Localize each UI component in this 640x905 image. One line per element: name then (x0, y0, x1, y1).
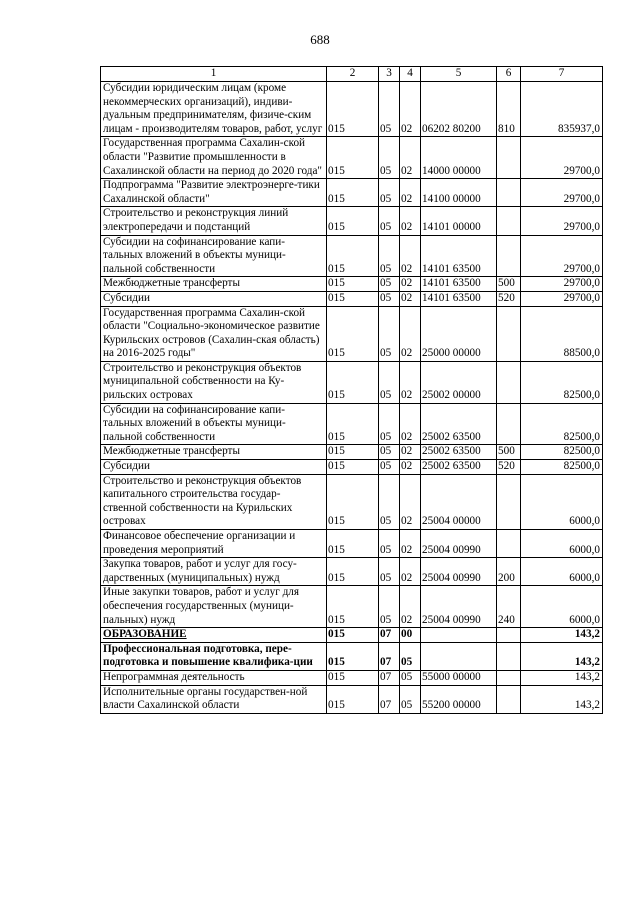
column-header: 1 (101, 67, 327, 82)
row-target-article-code: 25004 00990 (421, 586, 497, 628)
table-row (101, 137, 603, 179)
row-expense-type-code (497, 628, 521, 643)
row-amount: 143,2 (521, 670, 603, 685)
table-row (101, 558, 603, 586)
row-target-article-code: 55200 00000 (421, 685, 497, 713)
row-section-code: 05 (379, 445, 400, 460)
row-target-article-code: 25004 00990 (421, 558, 497, 586)
column-header: 4 (400, 67, 421, 82)
row-subsection-code: 02 (400, 460, 421, 475)
row-subsection-code: 02 (400, 445, 421, 460)
row-target-article-code: 14101 63500 (421, 277, 497, 292)
row-ministry-code: 015 (327, 179, 379, 207)
row-subsection-code: 02 (400, 474, 421, 529)
row-amount: 6000,0 (521, 558, 603, 586)
row-name: Строительство и реконструкция объектов муниципальной собственности на Ку-рильских островах (101, 361, 327, 403)
row-name: Строительство и реконструкция объектов капитального строительства государ-ственной собственности на Курильских островах (101, 474, 327, 529)
row-name: Государственная программа Сахалин-ской области "Развитие промышленности в Сахалинской области на период до 2020 года" (101, 137, 327, 179)
row-ministry-code: 015 (327, 460, 379, 475)
table-row (101, 628, 603, 643)
row-amount: 143,2 (521, 685, 603, 713)
row-amount: 143,2 (521, 628, 603, 643)
row-subsection-code: 02 (400, 82, 421, 137)
column-header: 2 (327, 67, 379, 82)
row-subsection-code: 02 (400, 558, 421, 586)
row-name: Подпрограмма "Развитие электроэнерге-тики Сахалинской области" (101, 179, 327, 207)
row-expense-type-code: 810 (497, 82, 521, 137)
row-ministry-code: 015 (327, 403, 379, 445)
table-row (101, 306, 603, 361)
row-name: ОБРАЗОВАНИЕ (101, 628, 327, 643)
row-ministry-code: 015 (327, 474, 379, 529)
row-target-article-code: 06202 80200 (421, 82, 497, 137)
row-name: Строительство и реконструкция линий электропередачи и подстанций (101, 207, 327, 235)
row-name: Межбюджетные трансферты (101, 277, 327, 292)
row-target-article-code: 25002 00000 (421, 361, 497, 403)
table-row (101, 207, 603, 235)
row-target-article-code: 25002 63500 (421, 460, 497, 475)
row-expense-type-code: 500 (497, 445, 521, 460)
row-amount: 6000,0 (521, 474, 603, 529)
row-expense-type-code (497, 685, 521, 713)
row-ministry-code: 015 (327, 361, 379, 403)
row-amount: 29700,0 (521, 179, 603, 207)
table-row (101, 460, 603, 475)
row-ministry-code: 015 (327, 277, 379, 292)
row-expense-type-code (497, 530, 521, 558)
table-row (101, 474, 603, 529)
table-row (101, 642, 603, 670)
row-name: Непрограммная деятельность (101, 670, 327, 685)
table-row (101, 361, 603, 403)
row-ministry-code: 015 (327, 685, 379, 713)
table-row (101, 445, 603, 460)
row-name: Государственная программа Сахалин-ской области "Социально-экономическое развитие Курильских островов (Сахалин-ская область) на 2016-2025 годы" (101, 306, 327, 361)
row-subsection-code: 02 (400, 403, 421, 445)
row-section-code: 07 (379, 628, 400, 643)
row-ministry-code: 015 (327, 445, 379, 460)
row-amount: 29700,0 (521, 137, 603, 179)
budget-table (100, 66, 603, 714)
row-section-code: 05 (379, 530, 400, 558)
row-ministry-code: 015 (327, 207, 379, 235)
row-name: Профессиональная подготовка, пере-подготовка и повышение квалифика-ции (101, 642, 327, 670)
row-expense-type-code (497, 642, 521, 670)
row-amount: 82500,0 (521, 445, 603, 460)
row-expense-type-code: 520 (497, 291, 521, 306)
row-target-article-code: 14000 00000 (421, 137, 497, 179)
row-target-article-code: 14100 00000 (421, 179, 497, 207)
row-subsection-code: 05 (400, 670, 421, 685)
row-amount: 6000,0 (521, 586, 603, 628)
row-subsection-code: 02 (400, 586, 421, 628)
row-ministry-code: 015 (327, 235, 379, 277)
row-expense-type-code (497, 235, 521, 277)
table-row (101, 277, 603, 292)
row-expense-type-code (497, 179, 521, 207)
row-target-article-code (421, 642, 497, 670)
table-row (101, 685, 603, 713)
row-expense-type-code (497, 207, 521, 235)
row-target-article-code: 25004 00990 (421, 530, 497, 558)
row-ministry-code: 015 (327, 558, 379, 586)
row-target-article-code (421, 628, 497, 643)
row-expense-type-code (497, 403, 521, 445)
row-ministry-code: 015 (327, 137, 379, 179)
row-amount: 82500,0 (521, 361, 603, 403)
row-amount: 29700,0 (521, 277, 603, 292)
row-subsection-code: 02 (400, 530, 421, 558)
row-section-code: 05 (379, 179, 400, 207)
row-target-article-code: 55000 00000 (421, 670, 497, 685)
row-section-code: 05 (379, 474, 400, 529)
row-expense-type-code: 200 (497, 558, 521, 586)
row-target-article-code: 25000 00000 (421, 306, 497, 361)
row-subsection-code: 02 (400, 306, 421, 361)
table-row (101, 82, 603, 137)
table-row (101, 586, 603, 628)
row-section-code: 05 (379, 586, 400, 628)
row-subsection-code: 05 (400, 642, 421, 670)
row-name: Субсидии юридическим лицам (кроме некоммерческих организаций), индиви-дуальным предпринимателям, физиче-ским лицам - производителям товаров, работ, услуг (101, 82, 327, 137)
row-subsection-code: 02 (400, 207, 421, 235)
row-name: Субсидии на софинансирование капи-тальных вложений в объекты муници-пальной собственности (101, 403, 327, 445)
row-section-code: 05 (379, 277, 400, 292)
row-ministry-code: 015 (327, 670, 379, 685)
table-header-row (101, 67, 603, 82)
row-ministry-code: 015 (327, 306, 379, 361)
row-section-code: 05 (379, 137, 400, 179)
row-subsection-code: 00 (400, 628, 421, 643)
row-subsection-code: 02 (400, 291, 421, 306)
row-name: Субсидии (101, 291, 327, 306)
row-section-code: 07 (379, 670, 400, 685)
row-subsection-code: 02 (400, 235, 421, 277)
column-header: 3 (379, 67, 400, 82)
row-amount: 82500,0 (521, 403, 603, 445)
table-row (101, 530, 603, 558)
table-row (101, 291, 603, 306)
row-expense-type-code (497, 474, 521, 529)
row-name: Субсидии на софинансирование капи-тальных вложений в объекты муници-пальной собственности (101, 235, 327, 277)
row-target-article-code: 14101 00000 (421, 207, 497, 235)
row-target-article-code: 14101 63500 (421, 235, 497, 277)
row-amount: 29700,0 (521, 291, 603, 306)
row-ministry-code: 015 (327, 291, 379, 306)
row-section-code: 05 (379, 235, 400, 277)
row-section-code: 05 (379, 207, 400, 235)
row-name: Закупка товаров, работ и услуг для госу-дарственных (муниципальных) нужд (101, 558, 327, 586)
row-ministry-code: 015 (327, 82, 379, 137)
row-amount: 835937,0 (521, 82, 603, 137)
row-section-code: 05 (379, 291, 400, 306)
row-expense-type-code: 500 (497, 277, 521, 292)
row-target-article-code: 14101 63500 (421, 291, 497, 306)
row-amount: 29700,0 (521, 207, 603, 235)
row-subsection-code: 02 (400, 277, 421, 292)
row-name: Финансовое обеспечение организации и проведения мероприятий (101, 530, 327, 558)
table-row (101, 670, 603, 685)
row-subsection-code: 02 (400, 179, 421, 207)
row-section-code: 05 (379, 361, 400, 403)
table-row (101, 179, 603, 207)
row-name: Исполнительные органы государствен-ной власти Сахалинской области (101, 685, 327, 713)
row-amount: 82500,0 (521, 460, 603, 475)
row-section-code: 05 (379, 460, 400, 475)
row-section-code: 05 (379, 558, 400, 586)
row-section-code: 07 (379, 685, 400, 713)
row-amount: 143,2 (521, 642, 603, 670)
row-expense-type-code (497, 306, 521, 361)
row-section-code: 05 (379, 403, 400, 445)
row-name: Субсидии (101, 460, 327, 475)
row-subsection-code: 02 (400, 361, 421, 403)
row-ministry-code: 015 (327, 530, 379, 558)
column-header: 6 (497, 67, 521, 82)
row-amount: 29700,0 (521, 235, 603, 277)
table-row (101, 403, 603, 445)
row-amount: 6000,0 (521, 530, 603, 558)
row-amount: 88500,0 (521, 306, 603, 361)
row-target-article-code: 25004 00000 (421, 474, 497, 529)
row-section-code: 05 (379, 306, 400, 361)
row-name: Межбюджетные трансферты (101, 445, 327, 460)
row-expense-type-code (497, 361, 521, 403)
row-section-code: 07 (379, 642, 400, 670)
row-expense-type-code (497, 670, 521, 685)
page-number: 688 (310, 32, 330, 47)
row-ministry-code: 015 (327, 628, 379, 643)
table-row (101, 235, 603, 277)
row-target-article-code: 25002 63500 (421, 403, 497, 445)
row-target-article-code: 25002 63500 (421, 445, 497, 460)
row-ministry-code: 015 (327, 586, 379, 628)
row-name: Иные закупки товаров, работ и услуг для обеспечения государственных (муници-пальных) нужд (101, 586, 327, 628)
row-expense-type-code: 520 (497, 460, 521, 475)
row-expense-type-code (497, 137, 521, 179)
column-header: 5 (421, 67, 497, 82)
column-header: 7 (521, 67, 603, 82)
row-subsection-code: 05 (400, 685, 421, 713)
row-expense-type-code: 240 (497, 586, 521, 628)
row-subsection-code: 02 (400, 137, 421, 179)
row-section-code: 05 (379, 82, 400, 137)
row-ministry-code: 015 (327, 642, 379, 670)
